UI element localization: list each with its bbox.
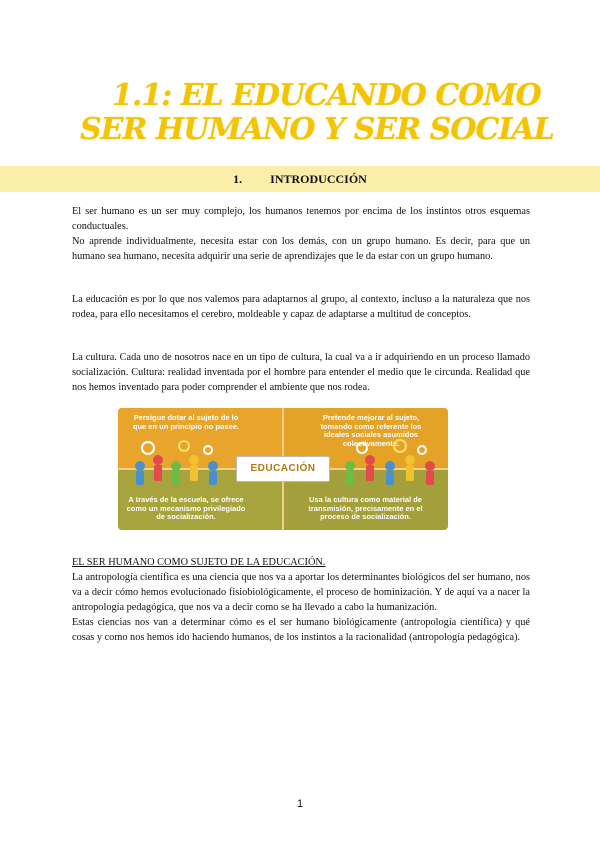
section-human-subject-line2: Estas ciencias nos van a determinar cómo es el ser humano biológicamente (antropología científica) y qué cosas y como nos hemos ido haciendo humanos, de los instintos a la racionalidad (antropología pedagógica).	[72, 617, 530, 643]
diagram-text-top-left: Persigue dotar al sujeto de lo que en un principio no posee.	[132, 413, 240, 431]
paragraph-education: La educación es por lo que nos valemos para adaptarnos al grupo, al contexto, incluso a la naturaleza que nos rodea, para ello necesitamos el cerebro, moldeable y capaz de adaptarse a multitud de conceptos.	[72, 294, 530, 320]
education-diagram	[118, 408, 448, 530]
people-figures-left-icon	[135, 455, 218, 485]
diagram-text-bottom-left: A través de la escuela, se ofrece como un mecanismo privilegiado de socialización.	[126, 495, 246, 521]
diagram-center-label: EDUCACIÓN	[236, 456, 330, 482]
diagram-text-top-right: Pretende mejorar al sujeto, tomando como referente los ideales sociales asumidos colectivamente.	[320, 413, 422, 448]
paragraph-culture: La cultura. Cada uno de nosotros nace en un tipo de cultura, la cual va a ir adquiriendo en un proceso llamado socialización. Cultura: realidad inventada por el hombre para entender el medio que le circunda. Realidad que nos hemos inventado para poder comprender el ambiente que nos rodea.	[72, 352, 530, 393]
section-title-text: INTRODUCCIÓN	[270, 172, 367, 186]
gears-right-icon	[357, 440, 426, 454]
section-human-subject-line1: La antropología científica es una ciencia que nos va a aportar los determinantes biológicos del ser humano, nos va a decir cómo hemos evolucionado fisiobiológicamente, el proceso de hominización. Y de aquí va a nacer la antropología pedagógica, que nos va a decir como se ha llevado a cabo la humanización.	[72, 572, 530, 613]
document-title-line1: 1.1: EL EDUCANDO COMO	[112, 78, 541, 113]
section-number: 1.	[233, 172, 243, 186]
people-figures-right-icon	[345, 455, 435, 485]
page-number: 1	[296, 798, 304, 810]
section-human-subject	[72, 555, 530, 645]
section-human-subject-heading: EL SER HUMANO COMO SUJETO DE LA EDUCACIÓN.	[72, 557, 326, 568]
diagram-text-bottom-right: Usa la cultura como material de transmisión, precisamente en el proceso de socialización.	[308, 495, 423, 521]
paragraph-intro-line2: No aprende individualmente, necesita estar con los demás, con un grupo humano. Es decir, para que un humano sea humano, necesita adquirir una serie de aprendizajes que le da estar con un grupo humano.	[72, 236, 530, 262]
section-title	[0, 172, 600, 187]
gears-left-icon	[142, 441, 212, 454]
document-title-line2: SER HUMANO Y SER SOCIAL	[80, 112, 554, 147]
paragraph-intro-line1: El ser humano es un ser muy complejo, los humanos tenemos por encima de los instintos otros esquemas conductuales.	[72, 206, 530, 232]
paragraph-intro	[72, 204, 530, 264]
